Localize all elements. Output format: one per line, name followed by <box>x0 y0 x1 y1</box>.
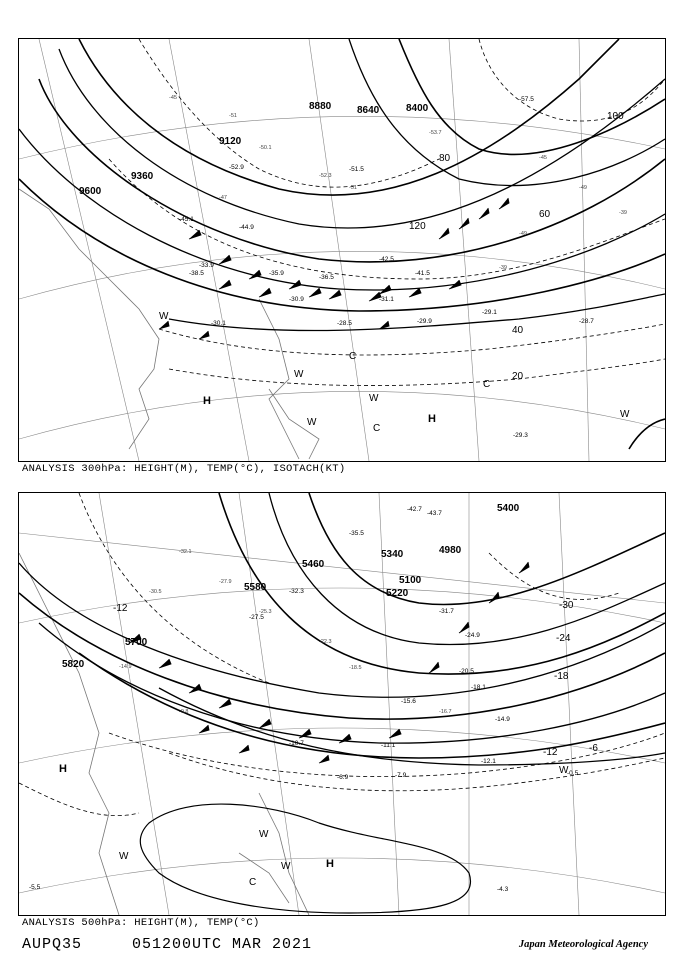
svg-text:-49: -49 <box>579 185 587 191</box>
cold-center: C <box>349 351 357 362</box>
svg-text:-52.3: -52.3 <box>319 173 332 179</box>
temp-value: -51.5 <box>349 166 364 173</box>
temp-value: -45.1 <box>179 216 194 223</box>
svg-text:-27.9: -27.9 <box>219 579 232 585</box>
warm-center: W <box>307 417 317 428</box>
isotach-label: 120 <box>409 221 426 232</box>
temp-value: -10.7 <box>289 740 304 747</box>
temp-value: -5.5 <box>29 884 41 891</box>
temp-value: -52.9 <box>229 164 244 171</box>
height-label: 5820 <box>62 659 85 670</box>
chart-300hpa-canvas <box>19 39 665 461</box>
valid-time: 051200UTC MAR 2021 <box>132 936 313 953</box>
temp-value: -32.3 <box>289 588 304 595</box>
graticule <box>19 493 665 915</box>
svg-text:-39: -39 <box>619 210 627 216</box>
svg-text:-47: -47 <box>219 195 227 201</box>
temp-value: -29.9 <box>417 318 432 325</box>
chart-500hpa <box>18 492 666 916</box>
height-label: 5340 <box>381 549 404 560</box>
isotach-label: 40 <box>512 325 524 336</box>
warm-center: W <box>259 829 269 840</box>
svg-text:-14.9: -14.9 <box>119 664 132 670</box>
height-contours <box>19 493 665 765</box>
temp-value: -42.7 <box>407 506 422 513</box>
high-center: H <box>326 858 334 870</box>
svg-text:-51: -51 <box>349 185 357 191</box>
height-label: 5220 <box>386 588 409 599</box>
temp-value: -38.5 <box>189 270 204 277</box>
temp-value: -28.5 <box>337 320 352 327</box>
temp-value: -31.7 <box>439 608 454 615</box>
temp-value: -24.9 <box>465 632 480 639</box>
station-plot-noise <box>169 95 627 271</box>
temp-value: -57.5 <box>519 96 534 103</box>
height-label: 8640 <box>357 105 380 116</box>
warm-center: W <box>119 851 129 862</box>
warm-center: W <box>369 393 379 404</box>
svg-text:-45: -45 <box>169 95 177 101</box>
temp-value: -18.1 <box>471 684 486 691</box>
height-label: 4980 <box>439 545 462 556</box>
temp-value: -14.9 <box>495 716 510 723</box>
height-label: 5400 <box>497 503 520 514</box>
isotherm-label: -12 <box>113 603 128 614</box>
svg-text:-32.1: -32.1 <box>179 549 192 555</box>
height-label: 9120 <box>219 136 242 147</box>
svg-text:-16.7: -16.7 <box>439 709 452 715</box>
svg-text:-51: -51 <box>229 113 237 119</box>
station-plot-noise <box>119 549 452 715</box>
isotherm-label: -18 <box>554 671 569 682</box>
high-center: H <box>203 395 211 407</box>
temp-value: -35.5 <box>349 530 364 537</box>
temp-value: -31.1 <box>379 296 394 303</box>
temp-value: -11.1 <box>381 742 396 749</box>
svg-text:-39: -39 <box>499 265 507 271</box>
isotach-label: 20 <box>512 371 524 382</box>
cold-center: C <box>373 423 381 434</box>
height-label: 9600 <box>79 186 102 197</box>
isotherm-label: -30 <box>559 600 574 611</box>
isotherm-label: -6 <box>589 743 598 754</box>
warm-center: W <box>294 369 304 380</box>
isotach-label: 100 <box>607 111 624 122</box>
temp-value: -15.6 <box>401 698 416 705</box>
temp-value: -35.9 <box>269 270 284 277</box>
temp-value: -0.5 <box>567 770 579 777</box>
cold-center: C <box>249 877 257 888</box>
chart-300hpa-caption: ANALYSIS 300hPa: HEIGHT(M), TEMP(°C), ISOTACH(KT) <box>22 463 346 475</box>
warm-center: W <box>559 765 569 776</box>
temp-value: -36.5 <box>319 274 334 281</box>
temp-value: -12.1 <box>481 758 496 765</box>
agency-name: Japan Meteorological Agency <box>518 939 648 950</box>
isotherm-label: -24 <box>556 633 571 644</box>
chart-500hpa-canvas <box>19 493 665 915</box>
height-contours <box>19 39 665 331</box>
height-label: 5460 <box>302 559 325 570</box>
temp-value: -4.3 <box>497 886 509 893</box>
temp-value: -43.7 <box>427 510 442 517</box>
temp-value: -42.5 <box>379 256 394 263</box>
temp-value: -30.9 <box>289 296 304 303</box>
temp-value: -29.3 <box>513 432 528 439</box>
height-label: 5700 <box>125 637 148 648</box>
svg-text:-9.8: -9.8 <box>179 709 189 715</box>
svg-text:-53.7: -53.7 <box>429 130 442 136</box>
temp-value: -28.7 <box>579 318 594 325</box>
temp-value: -41.5 <box>415 270 430 277</box>
height-label: 8880 <box>309 101 332 112</box>
chart-id-line <box>22 936 312 953</box>
svg-text:-18.5: -18.5 <box>349 665 362 671</box>
temp-value: -6.9 <box>337 774 349 781</box>
warm-center: W <box>620 409 630 420</box>
temp-value: -44.9 <box>239 224 254 231</box>
warm-center: W <box>281 861 291 872</box>
cold-center: C <box>483 379 491 390</box>
temp-value: -29.1 <box>482 309 497 316</box>
isotherm-label: -12 <box>543 747 558 758</box>
height-label: 8400 <box>406 103 429 114</box>
temp-value: -20.5 <box>459 668 474 675</box>
chart-300hpa <box>18 38 666 462</box>
temp-value: -30.1 <box>211 320 226 327</box>
temp-value: -7.9 <box>395 772 407 779</box>
chart-500hpa-caption: ANALYSIS 500hPa: HEIGHT(M), TEMP(°C) <box>22 917 260 929</box>
svg-text:-22.3: -22.3 <box>319 639 332 645</box>
svg-text:-30.5: -30.5 <box>149 589 162 595</box>
chart-id: AUPQ35 <box>22 936 83 953</box>
isotach-label: 60 <box>539 209 551 220</box>
height-label: 5580 <box>244 582 267 593</box>
high-center: H <box>428 413 436 425</box>
svg-text:-50.1: -50.1 <box>259 145 272 151</box>
temp-value: -33.9 <box>199 262 214 269</box>
svg-text:-49: -49 <box>519 231 527 237</box>
warm-center: W <box>159 311 169 322</box>
svg-text:-25.3: -25.3 <box>259 609 272 615</box>
high-center: H <box>59 763 67 775</box>
svg-text:-45: -45 <box>539 155 547 161</box>
height-label: 5100 <box>399 575 422 586</box>
temp-value: -27.5 <box>249 614 264 621</box>
isotach-label: 80 <box>439 153 451 164</box>
height-label: 9360 <box>131 171 154 182</box>
